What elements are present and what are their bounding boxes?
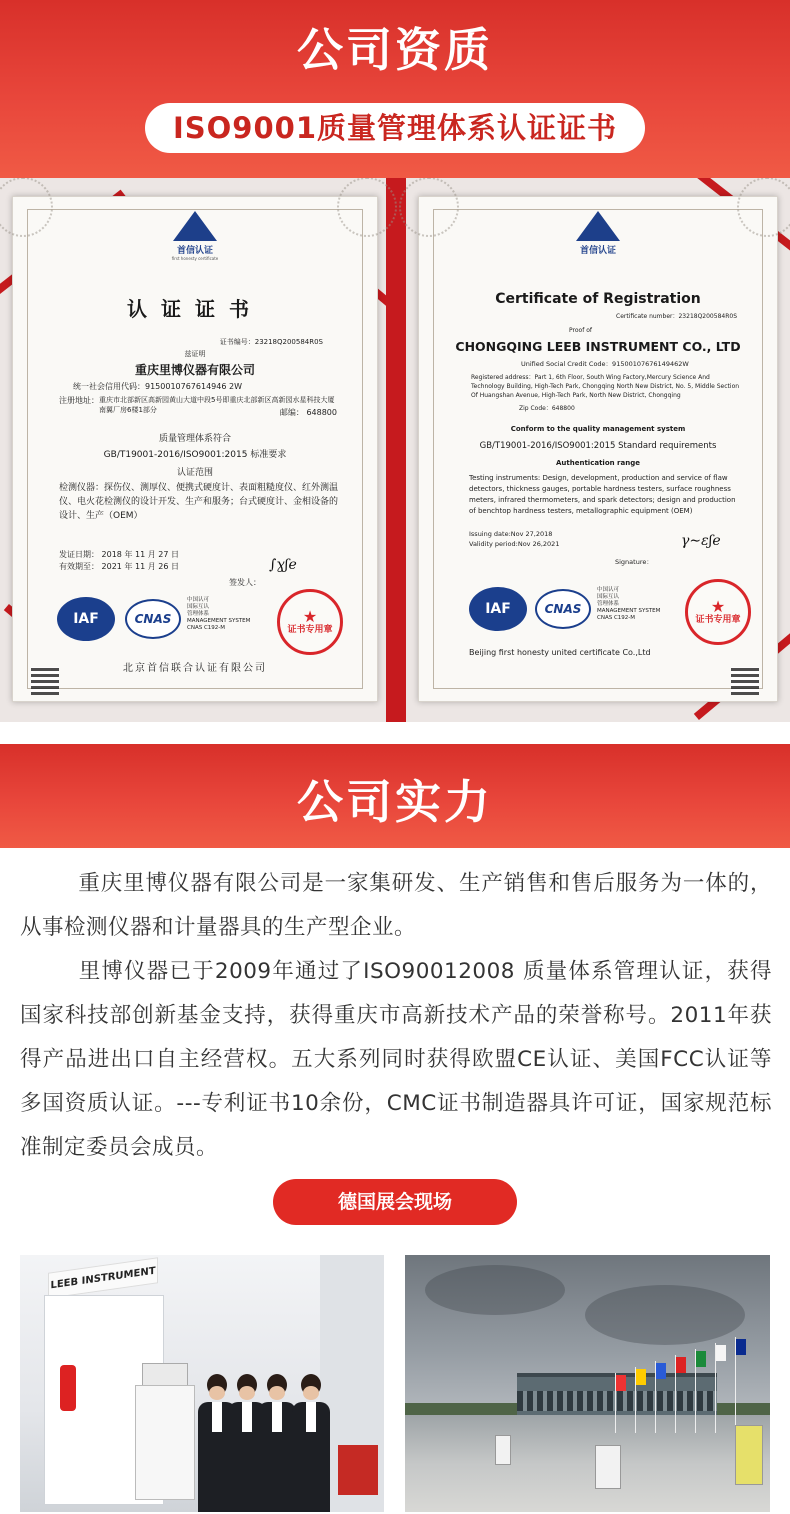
iaf-badge: IAF: [57, 597, 115, 641]
issue-date: Issuing date:Nov 27,2018: [469, 530, 553, 538]
issuer-name: Beijing first honesty united certificate Co.,Ltd: [469, 648, 651, 657]
company-name: CHONGQING LEEB INSTRUMENT CO., LTD: [455, 339, 741, 354]
certificate-photo: [0, 178, 790, 722]
flag: [736, 1339, 746, 1355]
company-name: 重庆里博仪器有限公司: [134, 363, 255, 377]
issuer-name: 北京首信联合认证有限公司: [123, 663, 267, 674]
official-seal: [277, 589, 343, 655]
display-stand: [495, 1435, 511, 1465]
certification-scope: Testing instruments: Design, development, production and service of flaw detectors, thickness gauges, portable hardness testers, surface roughness meters, infrared thermometers, and spark detectors; design and production of benchtop hardness testers, metallographic equipment (OEM): [469, 474, 736, 515]
certificate-number: 证书编号：23218Q200584R0S: [219, 338, 323, 346]
display-stand: [735, 1425, 763, 1485]
flag: [616, 1375, 626, 1391]
corner-ornament: [399, 178, 459, 237]
cnas-badge: CNAS: [125, 599, 181, 639]
certificate-title: Certificate of Registration: [495, 291, 701, 307]
credit-code: Unified Social Credit Code：91500107676149462W: [521, 360, 689, 368]
official-seal: [685, 579, 751, 645]
signer-label: 签发人：: [229, 578, 261, 587]
certificate-english: [418, 196, 778, 702]
seal-star-icon: ★: [302, 606, 318, 626]
scope-label: Authentication range: [556, 459, 640, 467]
display-stand: [595, 1445, 621, 1489]
cnas-description: 中国认可 国际互认 管理体系 MANAGEMENT SYSTEM CNAS C192-M: [187, 597, 251, 631]
booth-sign: LEEB INSTRUMENT: [48, 1257, 158, 1298]
cloud: [585, 1285, 745, 1345]
registered-address: 重庆市北部新区高新园黄山大道中段5号即重庆北部新区高新园水星科技大厦南翼厂房6楼1部分: [99, 396, 335, 414]
corner-ornament: [337, 178, 397, 237]
cloud: [425, 1265, 565, 1315]
logo-triangle-icon: [576, 211, 620, 241]
address-label: 注册地址：: [59, 396, 99, 405]
cnas-description: 中国认可 国际互认 管理体系 MANAGEMENT SYSTEM CNAS C192-M: [597, 587, 661, 621]
venue-photo: [405, 1255, 770, 1512]
exhibition-label: 德国展会现场: [273, 1179, 517, 1225]
zip-code: 邮编： 648800: [279, 408, 337, 417]
proof-label: Proof of: [569, 327, 592, 334]
conform-label: 质量管理体系符合: [158, 434, 231, 444]
qr-code: [31, 667, 59, 695]
logo-brand: 首信认证: [176, 246, 213, 256]
ribbon-center: [386, 178, 406, 722]
intro-paragraph-1: [20, 862, 772, 950]
logo-brand: 首信认证: [579, 246, 616, 256]
credit-code: 统一社会信用代码：9150010767614946 2W: [73, 382, 242, 391]
strength-banner: [0, 744, 790, 848]
intro-text-1: 重庆里博仪器有限公司是一家集研发、生产销售和售后服务为一体的，从事检测仪器和计量器具的生产型企业。: [20, 871, 772, 940]
flag: [696, 1351, 706, 1367]
certification-logo: [160, 211, 230, 261]
certificate-title: 认证证书: [127, 297, 263, 321]
signature-label: Signature：: [615, 558, 653, 566]
valid-date: Validity period:Nov 26,2021: [469, 540, 560, 548]
logo-triangle-icon: [173, 211, 217, 241]
logo-subtext: first honesty certificate: [171, 256, 219, 261]
iaf-badge: IAF: [469, 587, 527, 631]
seal-star-icon: ★: [710, 596, 726, 616]
valid-date: 有效期至： 2021 年 11 月 26 日: [59, 562, 179, 571]
qr-code: [731, 667, 759, 695]
iso-certificate-subtitle: ISO9001质量管理体系认证证书: [145, 103, 645, 153]
section-title-strength: 公司实力: [297, 775, 493, 829]
intro-paragraph-2: [20, 950, 772, 1170]
flag: [676, 1357, 686, 1373]
flag: [656, 1363, 666, 1379]
bench-hardness-tester: [135, 1385, 195, 1500]
conform-label: Conform to the quality management system: [510, 425, 686, 433]
product-box: [338, 1445, 378, 1495]
signature-mark: γ∼ɛʃe: [681, 533, 721, 549]
registered-address: Registered address：Part 1, 6th Floor, South Wing Factory,Mercury Science And Technology Building, High-Tech Park, Chongqing North New District, No. 5, Middle Section Of Huangshan Avenue, High-Tech Park, North New District, Chongqing: [471, 374, 740, 399]
hardness-tester-device: [60, 1365, 76, 1411]
qualification-banner: [0, 0, 790, 178]
issue-date: 发证日期： 2018 年 11 月 27 日: [59, 550, 179, 559]
standard-requirements: GB/T19001-2016/ISO9001:2015 Standard requirements: [479, 441, 717, 451]
intro-text-2: 里博仪器已于2009年通过了ISO90012008 质量体系管理认证，获得国家科技部创新基金支持，获得重庆市高新技术产品的荣誉称号。2011年获得产品进出口自主经营权。五大系列同时获得欧盟CE认证、美国FCC认证等多国资质认证。---专利证书10余份，CMC证书制造器具许可证，国家规范标准制定委员会成员。: [20, 959, 772, 1160]
flag: [716, 1345, 726, 1361]
scope-label: 认证范围: [176, 468, 213, 478]
section-title-qualification: 公司资质: [297, 23, 493, 77]
seal-label: 证书专用章: [287, 624, 333, 635]
certification-scope: 检测仪器：探伤仪、测厚仪、便携式硬度计、表面粗糙度仪、红外测温仪、电火花检测仪的设计开发、生产和服务；台式硬度计、金相设备的设计、生产（OEM）: [59, 483, 339, 521]
booth-photo: [20, 1255, 384, 1512]
standard-requirements: GB/T19001-2016/ISO9001:2015 标准要求: [103, 450, 287, 460]
corner-ornament: [737, 178, 790, 237]
certificate-number: Certificate number：23218Q200584R0S: [616, 313, 737, 320]
seal-label: 证书专用章: [695, 614, 741, 625]
exhibitor-person: [258, 1374, 296, 1512]
zip-code: Zip Code：648800: [519, 405, 575, 412]
proof-label: 兹证明: [184, 350, 206, 358]
certificate-chinese: [12, 196, 378, 702]
cnas-badge: CNAS: [535, 589, 591, 629]
signature-mark: ∫ɣʃe: [269, 557, 297, 573]
certification-logo: [563, 211, 633, 256]
exhibitor-person: [292, 1374, 330, 1512]
flag: [636, 1369, 646, 1385]
